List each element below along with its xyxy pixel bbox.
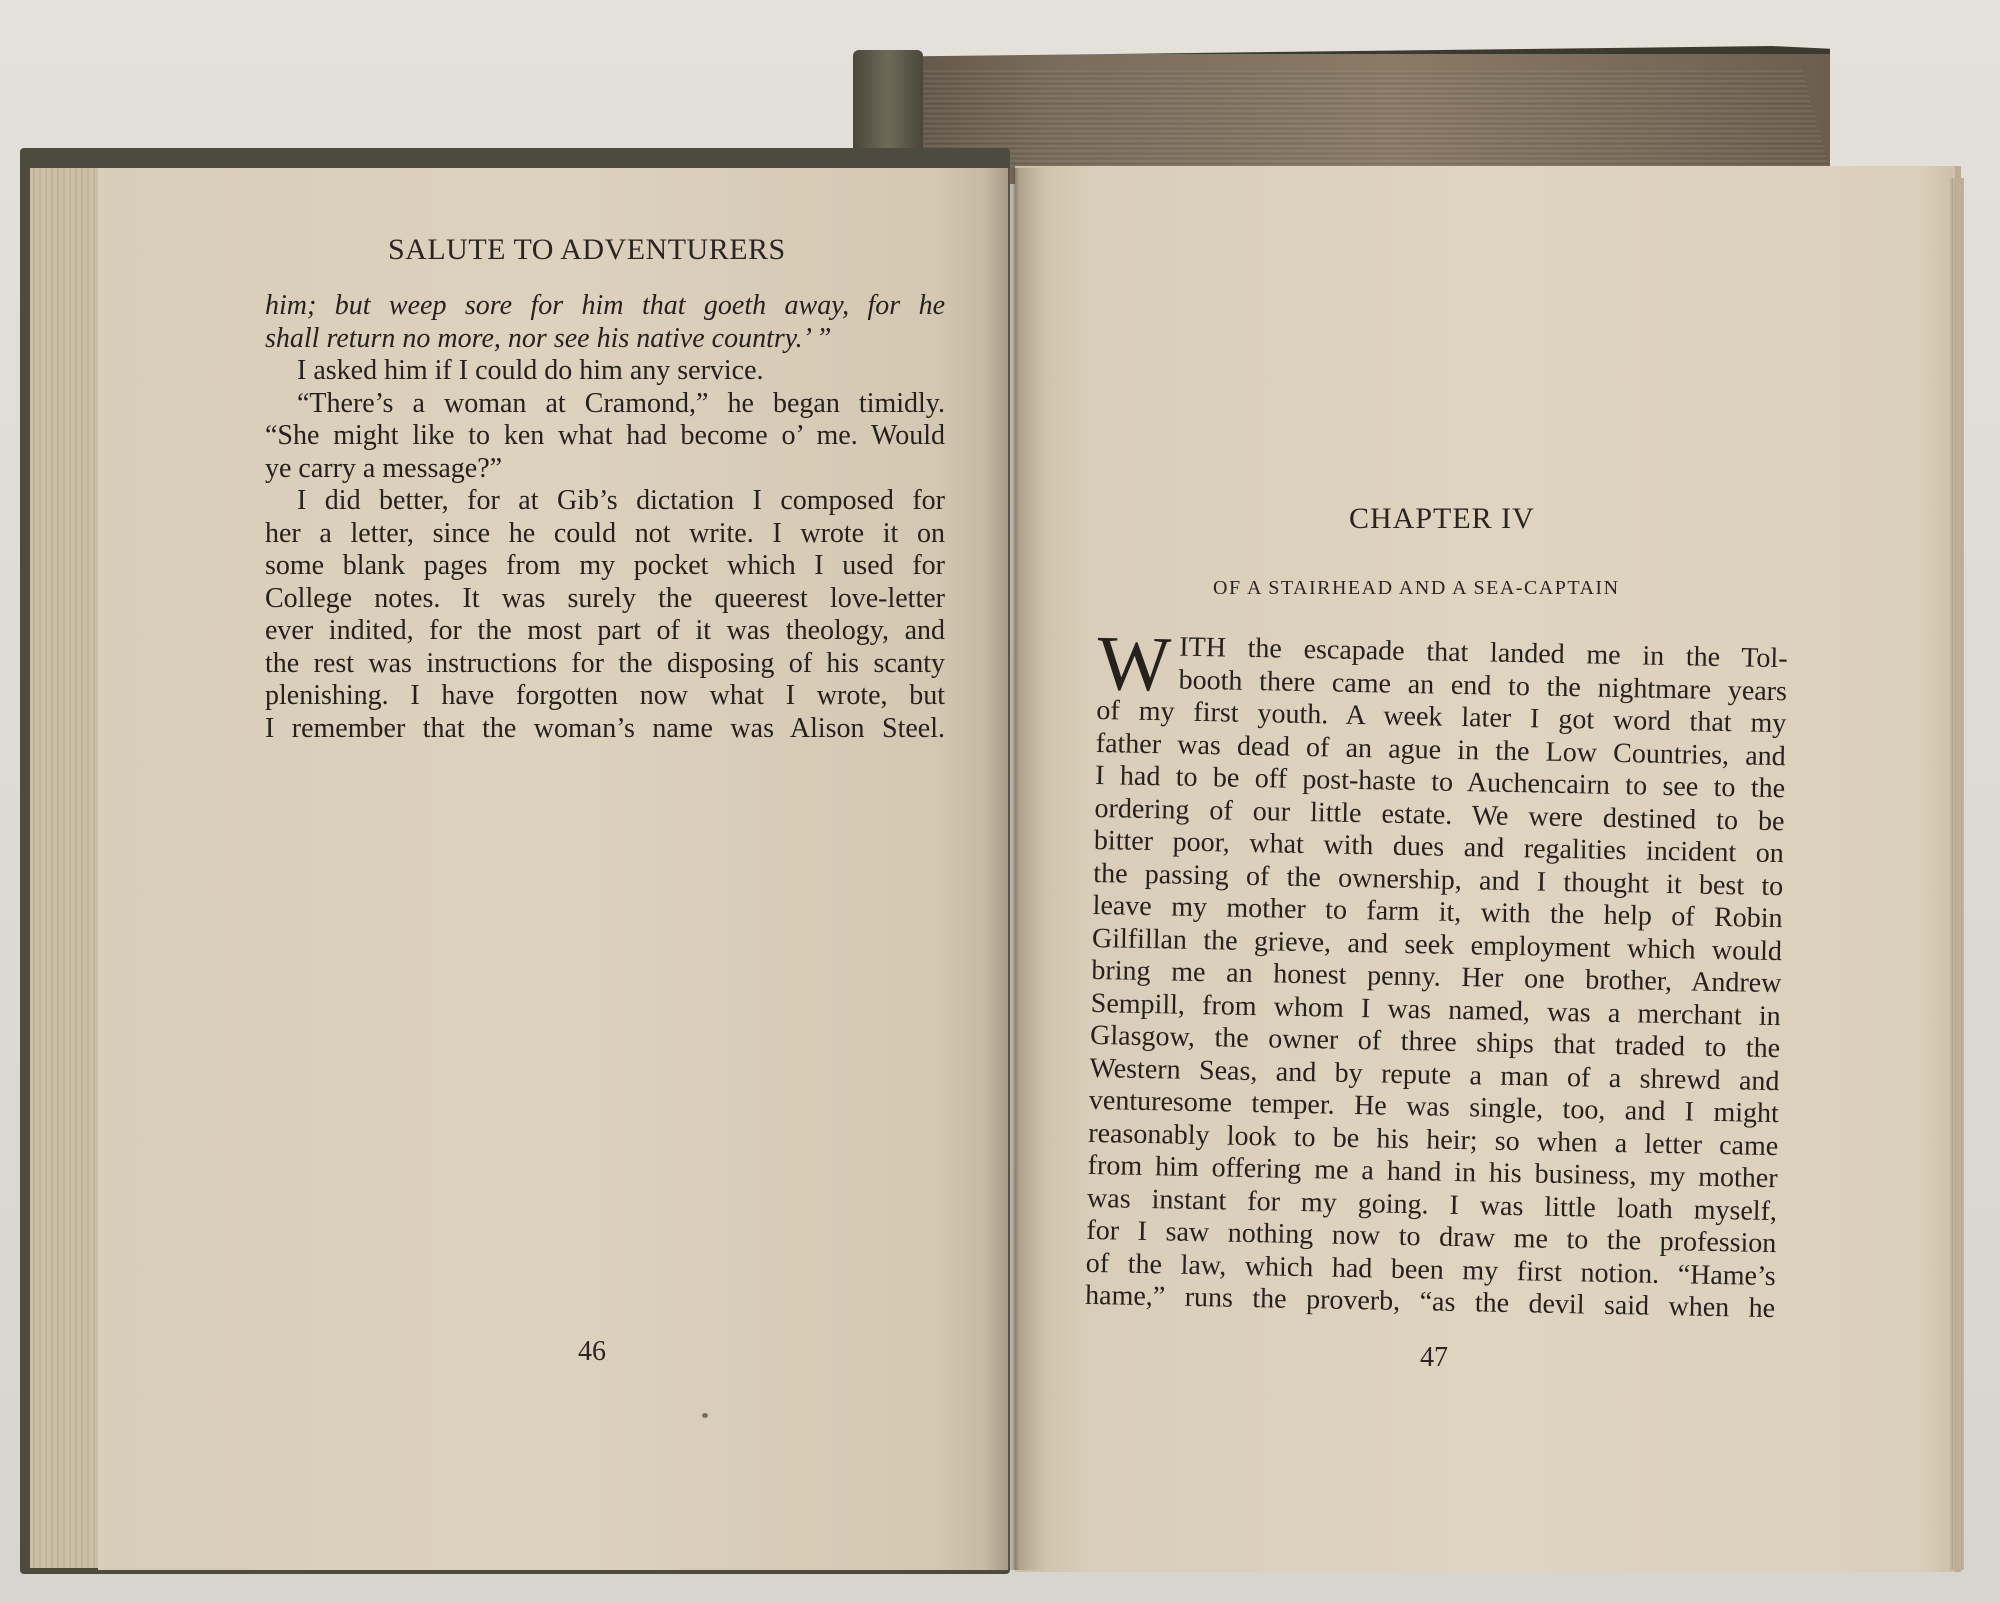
chapter-title: CHAPTER IV xyxy=(1349,502,1535,535)
running-head: SALUTE TO ADVENTURERS xyxy=(388,233,786,266)
text-line: plenishing. I have forgotten now what I wrote, but xyxy=(265,680,945,711)
text-line: ITH the escapade that landed me in the Tol- xyxy=(1179,631,1788,675)
text-line: Sempill, from whom I was named, was a merchant in xyxy=(1090,987,1782,1032)
text-line: booth there came an end to the nightmare years xyxy=(1178,664,1788,707)
text-line: Gilfillan the grieve, and seek employment which would xyxy=(1091,922,1783,967)
text-line: College notes. It was surely the queerest love-letter xyxy=(265,582,945,614)
text-line: ye carry a message?” xyxy=(265,452,503,484)
text-line: ordering of our little estate. We were destined to be xyxy=(1094,792,1785,837)
text-line: hame,” runs the proverb, “as the devil said when he xyxy=(1084,1279,1776,1325)
text-line: her a letter, since he could not write. I wrote it on xyxy=(265,517,945,549)
page-number-left: 46 xyxy=(578,1336,606,1367)
left-page-stack-edges xyxy=(30,168,105,1568)
text-line: bitter poor, what with dues and regalities incident on xyxy=(1093,824,1785,870)
text-line: “There’s a woman at Cramond,” he began timidly. xyxy=(297,387,945,419)
text-line: the rest was instructions for the disposing of his scanty xyxy=(265,647,945,679)
text-line: I remember that the woman’s name was Alison Steel. xyxy=(265,712,945,744)
text-line: was instant for my going. I was little loath myself, xyxy=(1086,1182,1778,1227)
text-line: from him offering me a hand in his business, my mother xyxy=(1087,1149,1778,1195)
right-page-stack-edges xyxy=(1950,178,1964,1570)
text-line: him; but weep sore for him that goeth away, for he xyxy=(265,290,945,321)
text-line: ever indited, for the most part of it was theology, and xyxy=(265,615,945,646)
text-line: some blank pages from my pocket which I used for xyxy=(265,550,945,581)
text-line: Western Seas, and by repute a man of a shrewd and xyxy=(1089,1052,1780,1097)
page-stack-edges xyxy=(900,70,1830,170)
text-line: venturesome temper. He was single, too, and I might xyxy=(1088,1084,1780,1130)
text-line: shall return no more, nor see his native country.’ ” xyxy=(265,322,832,354)
chapter-subtitle: OF A STAIRHEAD AND A SEA-CAPTAIN xyxy=(1213,577,1620,599)
text-line: I had to be off post-haste to Auchencairn to see to the xyxy=(1094,759,1786,805)
text-line: “She might like to ken what had become o’ me. Would xyxy=(265,420,945,451)
text-line: of my first youth. A week later I got word that my xyxy=(1096,694,1787,740)
right-page-text xyxy=(1084,619,1788,1326)
text-line: father was dead of an ague in the Low Countries, and xyxy=(1095,727,1787,772)
text-line: leave my mother to farm it, with the help of Robin xyxy=(1092,889,1783,935)
text-line: of the law, which had been my first notion. “Hame’s xyxy=(1085,1247,1777,1292)
text-line: the passing of the ownership, and I thought it best to xyxy=(1093,857,1784,902)
paper-speck xyxy=(702,1413,708,1418)
text-line: I asked him if I could do him any service. xyxy=(297,355,764,386)
drop-cap: W xyxy=(1096,619,1172,708)
left-page-text xyxy=(265,290,945,745)
text-line: bring me an honest penny. Her one brother, Andrew xyxy=(1091,954,1782,1000)
text-line: for I saw nothing now to draw me to the profession xyxy=(1086,1214,1777,1260)
text-line: Glasgow, the owner of three ships that traded to the xyxy=(1089,1019,1781,1065)
text-line: reasonably look to be his heir; so when a letter came xyxy=(1088,1117,1779,1162)
text-line: I did better, for at Gib’s dictation I composed for xyxy=(297,485,945,516)
book-gutter xyxy=(985,168,1045,1570)
page-number-right: 47 xyxy=(1420,1342,1448,1373)
